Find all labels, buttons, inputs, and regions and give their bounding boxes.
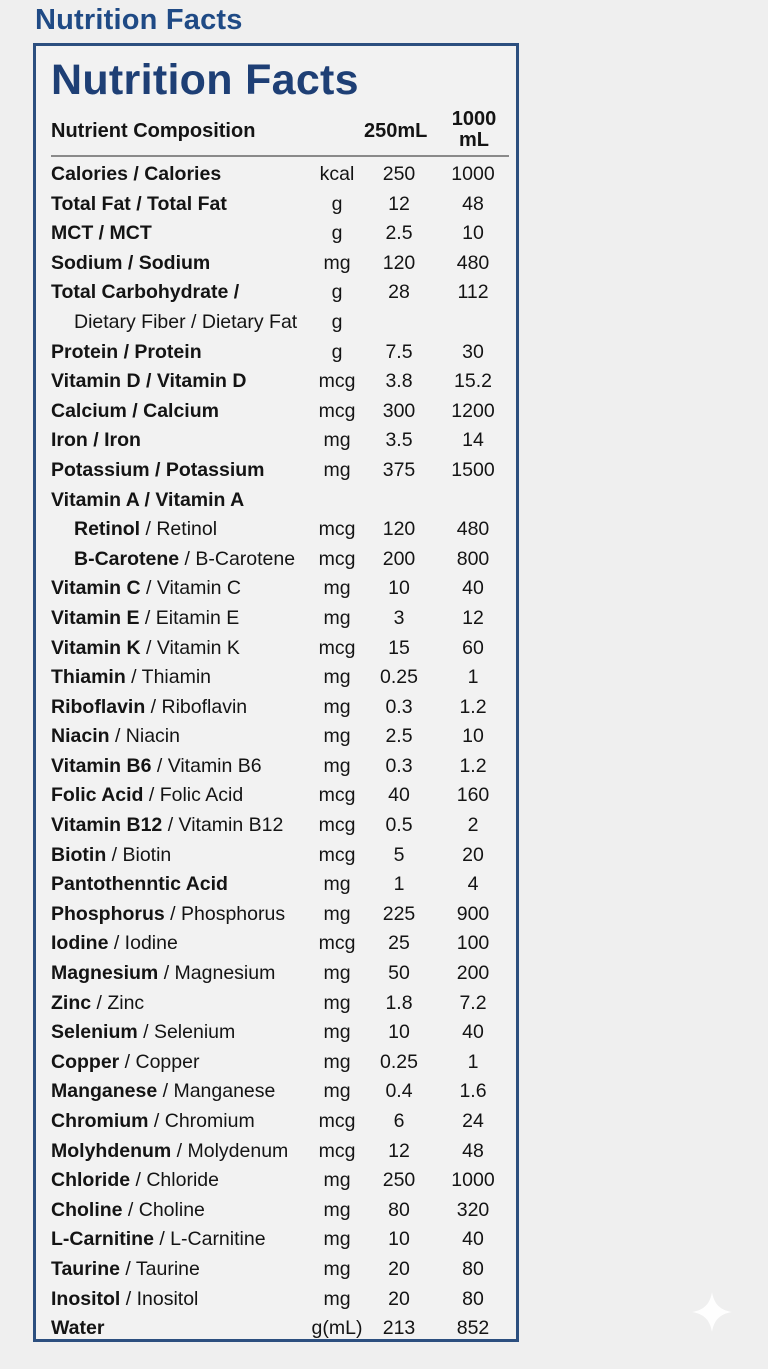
nutrient-name-primary: Chloride [51, 1169, 131, 1192]
nutrient-name [51, 1314, 104, 1344]
nutrient-name-secondary: / Biotin [106, 843, 172, 866]
value-250ml: 28 [388, 281, 410, 304]
nutrient-name-primary: Riboflavin [51, 695, 146, 718]
nutrient-row [51, 545, 511, 575]
nutrient-unit: mg [323, 962, 351, 985]
nutrient-name-primary: Phosphorus [51, 902, 165, 925]
value-250ml: 2.5 [385, 222, 413, 245]
value-250ml: 120 [382, 518, 416, 541]
nutrient-name-secondary: / L-Carnitine [153, 1228, 266, 1251]
column-header-row [51, 106, 511, 154]
nutrient-name-secondary: / Molydenum [171, 1139, 289, 1162]
nutrient-name-primary: Iodine [51, 932, 109, 955]
value-250ml: 120 [382, 251, 416, 274]
nutrient-name-primary: L-Carnitine [51, 1228, 154, 1251]
value-1000ml: 1500 [451, 458, 495, 481]
value-1000ml: 20 [462, 843, 484, 866]
nutrient-unit: mg [323, 251, 351, 274]
nutrient-name [51, 693, 247, 723]
nutrient-unit: mcg [318, 370, 356, 393]
nutrient-name-primary: Magnesium [51, 962, 159, 985]
nutrient-unit: g [331, 281, 343, 304]
value-1000ml: 2 [467, 814, 479, 837]
nutrient-unit: mcg [318, 399, 356, 422]
nutrient-name [51, 663, 211, 693]
nutrient-name [74, 545, 295, 575]
nutrient-unit: mcg [318, 636, 356, 659]
nutrient-row [51, 515, 511, 545]
value-250ml: 250 [382, 1169, 416, 1192]
header-divider [51, 155, 509, 157]
nutrient-name [51, 1196, 205, 1226]
value-250ml: 3.8 [385, 370, 413, 393]
nutrient-name-primary: Vitamin E [51, 606, 140, 629]
value-250ml: 300 [382, 399, 416, 422]
nutrient-unit: mg [323, 606, 351, 629]
nutrient-unit: mg [323, 1198, 351, 1221]
value-1000ml: 480 [456, 518, 490, 541]
nutrient-name [51, 722, 180, 752]
value-250ml: 1 [393, 873, 405, 896]
value-1000ml: 7.2 [459, 991, 487, 1014]
value-1000ml: 4 [467, 873, 479, 896]
nutrient-row [51, 1137, 511, 1167]
nutrient-name-secondary: / Thiamin [125, 666, 212, 689]
nutrient-row [51, 486, 511, 516]
nutrient-name [51, 989, 144, 1019]
nutrient-name-primary: Copper [51, 1050, 120, 1073]
nutrient-name-secondary: / Folic Acid [143, 784, 244, 807]
nutrient-row [51, 367, 511, 397]
nutrient-row [51, 1107, 511, 1137]
nutrient-name-secondary: / Niacin [109, 725, 180, 748]
nutrient-name [51, 900, 285, 930]
nutrient-name-primary: Thiamin [51, 666, 126, 689]
nutrient-row [51, 1314, 511, 1344]
nutrient-name [51, 1166, 219, 1196]
nutrient-row [51, 1196, 511, 1226]
value-1000ml: 12 [462, 606, 484, 629]
nutrient-name-primary: Manganese [51, 1080, 158, 1103]
nutrient-unit: mcg [318, 1139, 356, 1162]
nutrient-name-primary: Chromium [51, 1110, 149, 1132]
nutrient-name-primary: Calcium / Calcium [51, 399, 219, 422]
nutrient-row [51, 249, 511, 279]
nutrient-name-secondary: / Copper [119, 1050, 200, 1073]
value-250ml: 6 [393, 1110, 405, 1132]
value-1000ml: 1.2 [459, 754, 487, 777]
nutrient-name-secondary: / Eitamin E [139, 606, 240, 629]
nutrient-name-secondary: / Iodine [108, 932, 178, 955]
nutrient-name-primary: Vitamin B12 [51, 814, 163, 837]
nutrient-name-primary: Biotin [51, 843, 107, 866]
nutrient-name-secondary: / Chromium [148, 1110, 255, 1132]
nutrient-name-secondary: / Retinol [140, 518, 218, 541]
nutrient-name-secondary: Dietary Fiber / Dietary Fat [74, 310, 298, 333]
nutrient-name [51, 752, 262, 782]
value-1000ml: 160 [456, 784, 490, 807]
nutrient-unit: g [331, 222, 343, 245]
nutrient-name-primary: Vitamin A / Vitamin A [51, 488, 245, 511]
column-header-1000ml [444, 109, 504, 151]
nutrient-unit: mg [323, 1169, 351, 1192]
sparkle-icon [690, 1290, 734, 1334]
value-250ml: 10 [388, 1021, 410, 1044]
value-250ml: 375 [382, 458, 416, 481]
value-250ml: 80 [388, 1198, 410, 1221]
value-250ml: 225 [382, 902, 416, 925]
value-1000ml: 1 [467, 1050, 479, 1073]
value-250ml: 25 [388, 932, 410, 955]
nutrient-name [51, 1107, 255, 1137]
nutrient-name-primary: Total Fat / Total Fat [51, 192, 227, 215]
nutrient-name-primary: Sodium / Sodium [51, 251, 211, 274]
nutrient-row [51, 663, 511, 693]
nutrient-row [51, 841, 511, 871]
value-1000ml: 112 [457, 281, 489, 304]
nutrient-name [51, 249, 210, 279]
value-1000ml: 14 [462, 429, 484, 452]
nutrient-name-primary: Potassium / Potassium [51, 458, 265, 481]
nutrient-name-primary: B-Carotene [74, 547, 180, 570]
nutrient-name-secondary: / Vitamin K [140, 636, 240, 659]
nutrient-unit: g [331, 310, 343, 333]
nutrient-unit: mg [323, 1257, 351, 1280]
nutrient-name-secondary: / Vitamin B12 [162, 814, 284, 837]
nutrient-row [51, 397, 511, 427]
value-250ml: 3 [393, 606, 405, 629]
nutrient-name [51, 1077, 275, 1107]
nutrient-name [51, 1285, 198, 1315]
value-1000ml: 852 [456, 1317, 490, 1340]
value-250ml: 0.4 [385, 1080, 413, 1103]
value-1000ml: 40 [462, 577, 484, 600]
nutrient-name [51, 1018, 235, 1048]
value-250ml: 12 [388, 192, 410, 215]
value-1000ml: 24 [462, 1110, 484, 1132]
value-1000ml: 48 [462, 192, 484, 215]
nutrient-name [51, 781, 243, 811]
nutrient-unit: mcg [318, 843, 356, 866]
nutrient-row [51, 1225, 511, 1255]
nutrient-row [51, 900, 511, 930]
nutrient-name-secondary: / Riboflavin [145, 695, 248, 718]
value-1000ml: 1.6 [459, 1080, 487, 1103]
nutrient-row [51, 634, 511, 664]
column-header-1000ml-line2: mL [459, 129, 489, 151]
nutrient-row [51, 278, 511, 308]
nutrient-row [51, 1018, 511, 1048]
nutrient-name [51, 1137, 288, 1167]
value-250ml: 0.3 [385, 695, 413, 718]
value-1000ml: 1000 [451, 1169, 495, 1192]
nutrient-name-secondary: / Selenium [137, 1021, 236, 1044]
nutrient-name-secondary: / Manganese [157, 1080, 276, 1103]
nutrient-name-primary: Folic Acid [51, 784, 144, 807]
value-1000ml: 900 [456, 902, 490, 925]
nutrient-unit: mg [323, 1021, 351, 1044]
nutrient-name [51, 1048, 199, 1078]
column-header-1000ml-line1: 1000 [451, 108, 497, 130]
panel-title: Nutrition Facts [51, 56, 359, 104]
value-250ml: 3.5 [385, 429, 413, 452]
nutrient-row [51, 160, 511, 190]
nutrient-name [51, 456, 264, 486]
value-1000ml: 320 [456, 1198, 490, 1221]
nutrient-name [51, 870, 228, 900]
nutrient-unit: mcg [318, 932, 356, 955]
nutrient-name-secondary: / Phosphorus [164, 902, 286, 925]
nutrient-name-primary: Pantothenntic Acid [51, 873, 228, 896]
nutrient-row [51, 870, 511, 900]
nutrient-unit: g [331, 340, 343, 363]
value-250ml: 20 [388, 1287, 410, 1310]
nutrient-unit: mcg [318, 814, 356, 837]
value-1000ml: 200 [456, 962, 490, 985]
nutrient-name [51, 486, 244, 516]
value-250ml: 0.3 [385, 754, 413, 777]
nutrient-name-primary: Vitamin K [51, 636, 141, 659]
nutrient-name-primary: Vitamin C [51, 577, 141, 600]
nutrient-name-primary: Water [51, 1317, 105, 1340]
value-250ml: 12 [388, 1139, 410, 1162]
nutrient-unit: mcg [318, 547, 356, 570]
nutrient-name-secondary: / Vitamin C [140, 577, 242, 600]
value-250ml: 1.8 [385, 991, 413, 1014]
value-250ml: 15 [388, 636, 410, 659]
nutrient-unit: mg [323, 695, 351, 718]
nutrient-name-primary: Inositol [51, 1287, 121, 1310]
nutrient-name-primary: Taurine [51, 1257, 120, 1280]
nutrient-rows [51, 160, 511, 1344]
nutrient-row [51, 1166, 511, 1196]
nutrient-name [51, 219, 152, 249]
nutrient-name [51, 929, 178, 959]
nutrient-row [51, 929, 511, 959]
nutrient-unit: mg [323, 1050, 351, 1073]
nutrient-unit: mg [323, 1228, 351, 1251]
nutrient-row [51, 1048, 511, 1078]
nutrient-name-primary: Vitamin B6 [51, 754, 152, 777]
value-1000ml: 800 [456, 547, 490, 570]
nutrient-row [51, 693, 511, 723]
column-header-250ml: 250mL [364, 120, 428, 142]
nutrient-name-primary: Iron / Iron [51, 429, 141, 452]
nutrient-row [51, 308, 511, 338]
nutrient-name [51, 841, 171, 871]
nutrient-unit: mcg [318, 518, 356, 541]
nutrient-name [51, 604, 239, 634]
nutrient-unit: mg [323, 1080, 351, 1103]
value-250ml: 10 [388, 1228, 410, 1251]
value-250ml: 0.5 [385, 814, 413, 837]
value-1000ml: 48 [462, 1139, 484, 1162]
nutrient-name [51, 338, 202, 368]
nutrient-row [51, 574, 511, 604]
nutrient-name-primary: Zinc [51, 991, 92, 1014]
nutrient-name [51, 397, 219, 427]
value-1000ml: 30 [462, 340, 484, 363]
nutrient-unit: mg [323, 458, 351, 481]
value-1000ml: 15.2 [454, 370, 492, 393]
nutrient-name [51, 1255, 200, 1285]
value-1000ml: 40 [462, 1228, 484, 1251]
nutrient-name-primary: Total Carbohydrate / [51, 281, 240, 304]
value-1000ml: 80 [462, 1287, 484, 1310]
value-250ml: 213 [382, 1317, 416, 1340]
nutrient-unit: g [331, 192, 343, 215]
value-250ml: 40 [388, 784, 410, 807]
nutrient-unit: mg [323, 991, 351, 1014]
value-1000ml: 480 [456, 251, 490, 274]
nutrient-name-primary: Choline [51, 1198, 123, 1221]
value-1000ml: 1200 [451, 399, 495, 422]
nutrient-row [51, 1077, 511, 1107]
nutrient-row [51, 426, 511, 456]
nutrient-row [51, 604, 511, 634]
nutrition-panel [33, 43, 519, 1342]
value-250ml: 0.25 [380, 1050, 418, 1073]
nutrient-name [51, 160, 221, 190]
value-250ml: 200 [382, 547, 416, 570]
nutrient-name-secondary: / Choline [122, 1198, 205, 1221]
nutrient-unit: mg [323, 725, 351, 748]
nutrient-unit: mg [323, 429, 351, 452]
nutrient-row [51, 219, 511, 249]
nutrient-row [51, 781, 511, 811]
nutrient-row [51, 1255, 511, 1285]
nutrient-name [51, 1225, 266, 1255]
nutrient-unit: mg [323, 873, 351, 896]
nutrient-name-secondary: / Magnesium [158, 962, 276, 985]
nutrient-name-primary: Protein / Protein [51, 340, 202, 363]
nutrient-row [51, 722, 511, 752]
value-250ml: 0.25 [380, 666, 418, 689]
nutrient-name-secondary: / Taurine [119, 1257, 200, 1280]
value-250ml: 250 [382, 163, 416, 185]
nutrient-name-primary: Vitamin D / Vitamin D [51, 370, 247, 393]
value-250ml: 2.5 [385, 725, 413, 748]
value-1000ml: 100 [456, 932, 490, 955]
nutrient-row [51, 456, 511, 486]
nutrient-unit: mg [323, 577, 351, 600]
value-1000ml: 1 [467, 666, 479, 689]
nutrient-unit: mg [323, 902, 351, 925]
nutrient-name-primary: MCT / MCT [51, 222, 152, 245]
nutrient-row [51, 1285, 511, 1315]
nutrient-name-secondary: / Vitamin B6 [151, 754, 262, 777]
nutrient-name [74, 308, 297, 338]
value-1000ml: 60 [462, 636, 484, 659]
nutrient-name [51, 190, 227, 220]
nutrient-unit: mcg [318, 784, 356, 807]
value-250ml: 50 [388, 962, 410, 985]
nutrient-name [51, 634, 240, 664]
nutrient-name-primary: Retinol [74, 518, 141, 541]
nutrient-name [51, 367, 246, 397]
value-250ml: 20 [388, 1257, 410, 1280]
nutrient-unit: mg [323, 1287, 351, 1310]
nutrient-row [51, 338, 511, 368]
nutrient-name-primary: Molyhdenum [51, 1139, 172, 1162]
nutrient-name [51, 811, 283, 841]
nutrient-name-secondary: / Inositol [120, 1287, 199, 1310]
nutrient-unit: mcg [318, 1110, 356, 1132]
value-1000ml: 10 [462, 725, 484, 748]
nutrient-row [51, 959, 511, 989]
nutrient-unit: mg [323, 754, 351, 777]
nutrient-row [51, 811, 511, 841]
nutrient-row [51, 190, 511, 220]
nutrient-name [74, 515, 217, 545]
value-1000ml: 10 [462, 222, 484, 245]
nutrient-name-primary: Calories / Calories [51, 163, 222, 185]
column-header-nutrient: Nutrient Composition [51, 120, 256, 142]
nutrient-name [51, 278, 239, 308]
nutrient-unit: mg [323, 666, 351, 689]
nutrient-name [51, 426, 141, 456]
nutrient-name-primary: Niacin [51, 725, 110, 748]
nutrient-name [51, 574, 241, 604]
value-1000ml: 1000 [451, 163, 495, 185]
nutrient-name-primary: Selenium [51, 1021, 138, 1044]
nutrient-row [51, 752, 511, 782]
nutrient-name-secondary: / Zinc [91, 991, 145, 1014]
nutrient-name-secondary: / B-Carotene [179, 547, 296, 570]
value-1000ml: 80 [462, 1257, 484, 1280]
nutrient-unit: g(mL) [311, 1317, 363, 1340]
nutrient-name-secondary: / Chloride [130, 1169, 219, 1192]
page-header-title: Nutrition Facts [35, 4, 243, 36]
value-1000ml: 40 [462, 1021, 484, 1044]
nutrient-row [51, 989, 511, 1019]
value-1000ml: 1.2 [459, 695, 487, 718]
value-250ml: 5 [393, 843, 405, 866]
nutrient-unit: kcal [319, 163, 355, 185]
value-250ml: 10 [388, 577, 410, 600]
value-250ml: 7.5 [385, 340, 413, 363]
nutrient-name [51, 959, 275, 989]
